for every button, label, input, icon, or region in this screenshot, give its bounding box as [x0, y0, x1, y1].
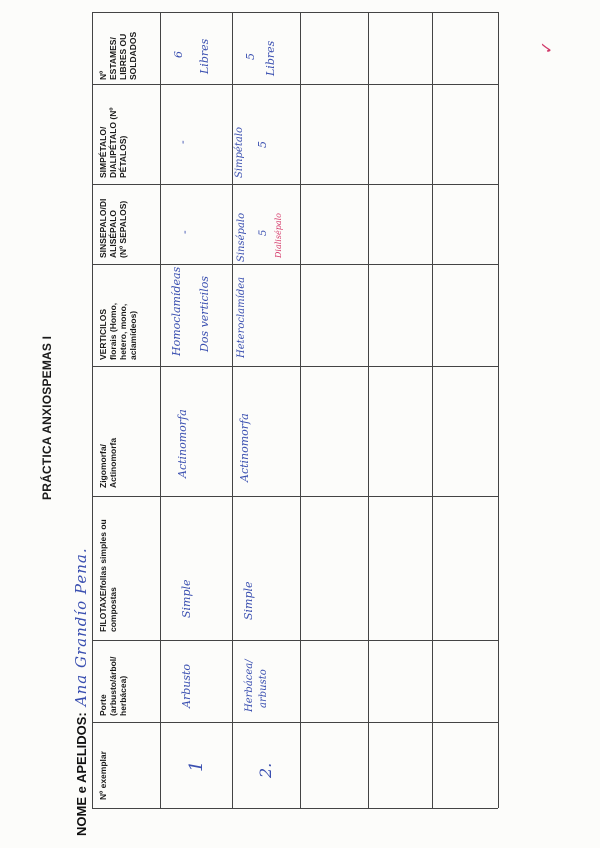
name-label: NOME e APELIDOS:: [74, 712, 89, 836]
header-estames: Nº ESTAMES/ LIBRES OU SOLDADOS: [98, 31, 138, 80]
row2-porte-2: arbusto: [258, 669, 269, 708]
row2-exemplar: 2.: [256, 762, 275, 778]
header-verticilos: VERTICILOS florais (Homo, hetero, mono, aclamídeos): [98, 302, 138, 360]
row2-estames-count: 5: [244, 53, 257, 60]
row1-sepalos: -: [178, 230, 191, 234]
row1-simetria: Actinomorfa: [176, 409, 189, 478]
row2-sepalos-type: Sinsépalo: [236, 212, 247, 262]
row2-estames-type: Libres: [264, 40, 277, 76]
name-line: [72, 547, 91, 836]
header-exemplar: Nº exemplar: [98, 751, 108, 800]
row2-porte-1: Herbácea/: [244, 659, 255, 712]
row1-porte: Arbusto: [180, 663, 193, 708]
row1-estames-type: Libres: [198, 38, 211, 74]
row2-simetria: Actinomorfa: [238, 413, 251, 482]
row2-petalos-type: Simpétalo: [234, 126, 245, 178]
header-petalos: SIMPÉTALO/ DIALIPÉTALO (Nº PÉTALOS): [98, 107, 128, 178]
row2-petalos-count: 5: [256, 141, 269, 148]
row1-filotaxe: Simple: [180, 579, 193, 618]
row1-estames-count: 6: [172, 51, 185, 58]
row2-filotaxe: Simple: [242, 581, 255, 620]
row2-sepalos-correction: Dialisépalo: [274, 213, 283, 258]
row2-sepalos-count: 5: [258, 229, 269, 236]
page-title: PRÁCTICA ANXIOSPEMAS I: [40, 335, 54, 500]
row1-verticilos-1: Homoclamídeas: [170, 266, 183, 356]
header-porte: Porte (arbusto/árbol/ herbácea): [98, 656, 128, 716]
row1-exemplar: 1: [186, 760, 207, 772]
row2-verticilos: Heteroclamídea: [236, 276, 247, 358]
check-mark-icon: ✓: [537, 40, 557, 55]
row1-petalos: -: [176, 140, 189, 144]
header-filotaxe: FILOTAXE/follas simples ou compostas: [98, 519, 118, 632]
row1-verticilos-2: Dos verticilos: [198, 276, 211, 352]
header-sepalos: SINSEPALO/DI ALISÉPALO (Nº SEPALOS): [98, 198, 128, 258]
header-simetria: Zigomorfa/ Actinomorfa: [98, 437, 118, 488]
name-value: Ana Grandío Pena.: [72, 547, 90, 707]
